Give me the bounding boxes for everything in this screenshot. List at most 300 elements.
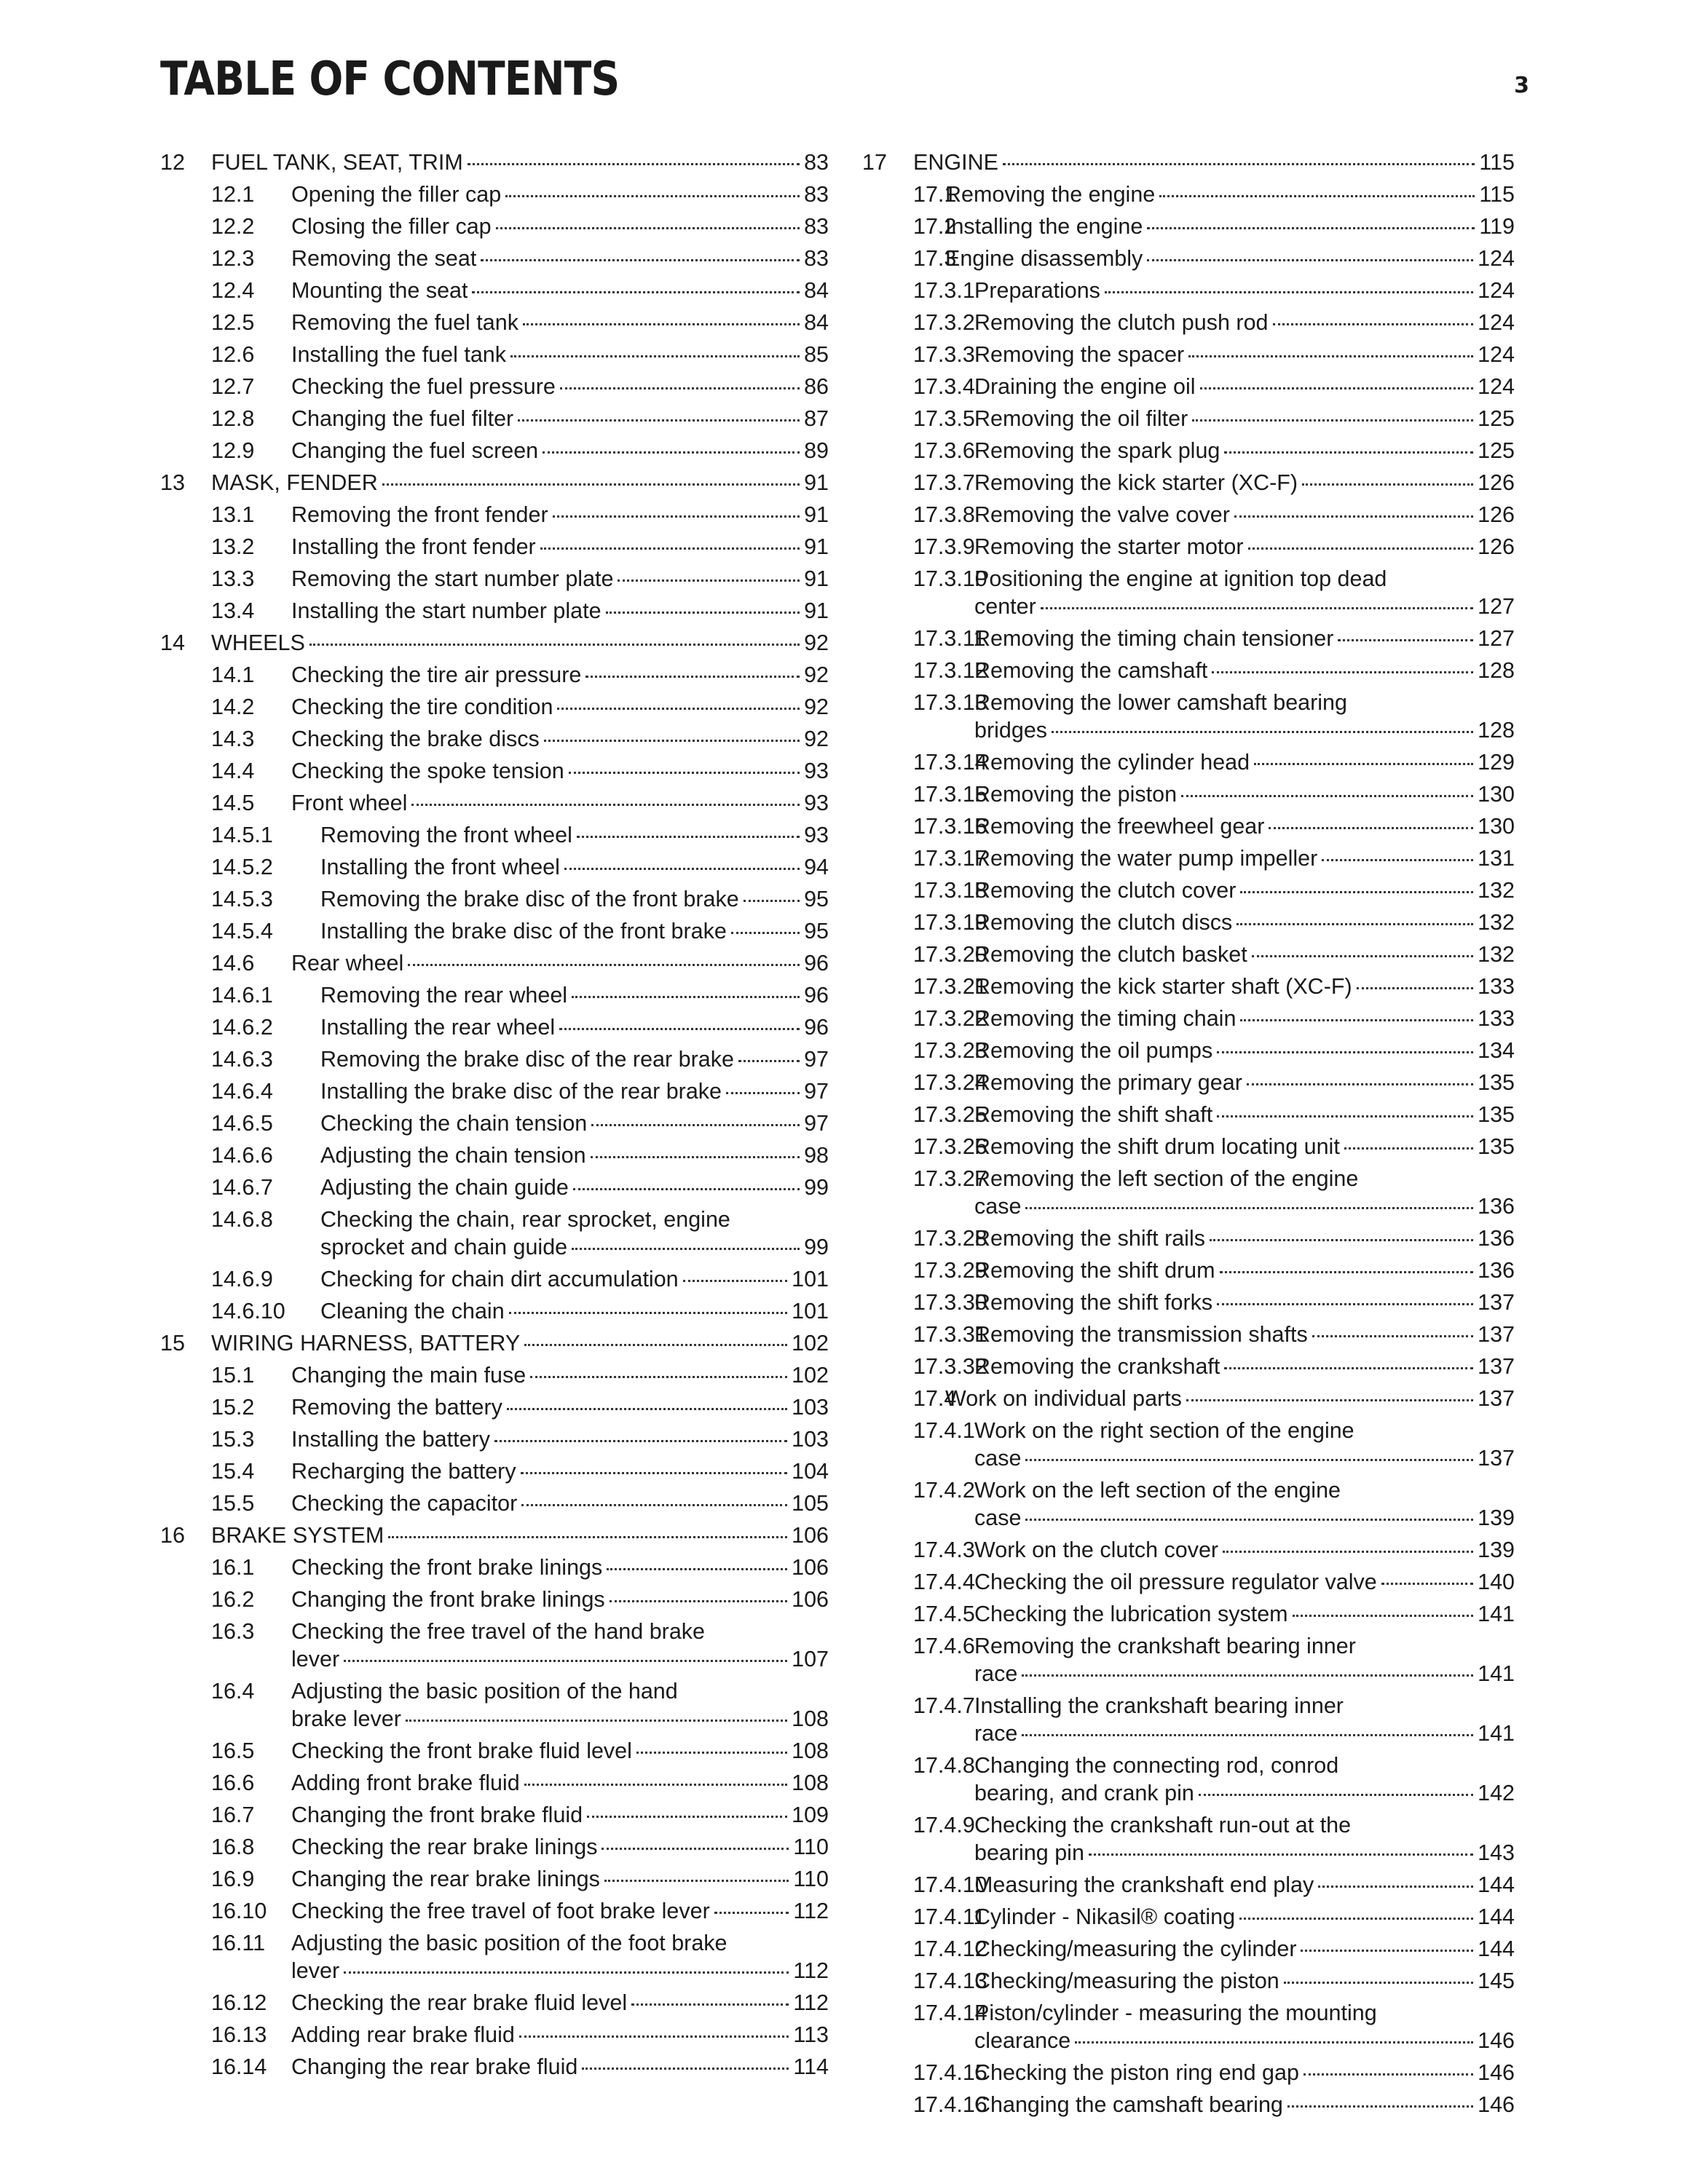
toc-entry[interactable]	[862, 1632, 1515, 1692]
toc-entry-number: 17.3.19	[913, 910, 987, 935]
toc-leader-line	[974, 277, 1515, 304]
toc-entry-page: 86	[804, 374, 829, 399]
toc-entry[interactable]	[160, 1206, 829, 1265]
toc-entry-title: Removing the oil pumps	[974, 1038, 1213, 1063]
toc-entry-body	[974, 657, 1515, 684]
toc-entry-title: Removing the shift rails	[974, 1226, 1205, 1251]
toc-entry[interactable]	[160, 533, 829, 565]
toc-entry-number: 12.1	[211, 182, 255, 207]
toc-entry-title: Removing the timing chain tensioner	[974, 626, 1334, 651]
toc-entry[interactable]	[160, 1174, 829, 1206]
toc-entry-title: Removing the primary gear	[974, 1070, 1242, 1095]
dot-leader	[519, 2035, 789, 2038]
toc-entry[interactable]	[160, 213, 829, 245]
toc-entry-number: 17.4.15	[913, 2060, 987, 2085]
toc-entry-number: 13.1	[211, 502, 255, 527]
toc-leader-line	[974, 1720, 1515, 1747]
toc-entry-page: 96	[804, 951, 829, 976]
toc-entry[interactable]	[862, 844, 1515, 877]
toc-entry-page: 139	[1478, 1538, 1515, 1562]
toc-entry-page: 131	[1478, 846, 1515, 871]
toc-entry-page: 93	[804, 823, 829, 847]
toc-entry[interactable]	[160, 309, 829, 341]
toc-entry[interactable]	[862, 1752, 1515, 1811]
toc-entry[interactable]	[160, 1393, 829, 1425]
toc-entry[interactable]	[862, 2091, 1515, 2123]
toc-entry[interactable]	[160, 1109, 829, 1142]
toc-entry[interactable]	[862, 1069, 1515, 1101]
toc-entry-number: 16.4	[211, 1679, 255, 1704]
toc-entry-title: Checking the chain, rear sprocket, engine	[320, 1207, 730, 1232]
toc-entry[interactable]	[160, 1361, 829, 1393]
toc-entry-number: 12.4	[211, 278, 255, 303]
toc-leader-line	[320, 821, 829, 849]
toc-entry-number: 17.4.12	[913, 1936, 987, 1961]
toc-entry-title: Changing the fuel screen	[291, 438, 539, 463]
toc-entry[interactable]	[160, 1737, 829, 1769]
toc-leader-line	[291, 1586, 829, 1613]
toc-entry-title: Installing the engine	[945, 214, 1143, 239]
toc-leader-line	[320, 1265, 829, 1293]
toc-entry[interactable]	[160, 949, 829, 981]
toc-entry-page: 132	[1478, 910, 1515, 935]
toc-entry-page: 92	[804, 662, 829, 687]
toc-entry-body	[974, 1417, 1515, 1472]
toc-entry[interactable]	[862, 245, 1515, 277]
toc-leader-line	[320, 981, 829, 1009]
toc-entry-body	[974, 1069, 1515, 1096]
dot-leader	[1075, 2041, 1473, 2043]
toc-entry[interactable]	[160, 853, 829, 885]
toc-entry-page: 109	[792, 1803, 829, 1827]
toc-entry-page: 125	[1478, 406, 1515, 431]
toc-entry-title: Removing the lower camshaft bearing	[974, 690, 1347, 715]
toc-entry[interactable]	[160, 341, 829, 373]
toc-entry-body	[320, 853, 829, 881]
toc-column-left	[160, 149, 829, 2085]
toc-entry-body	[291, 1489, 829, 1517]
toc-entry[interactable]	[862, 941, 1515, 973]
toc-entry[interactable]	[862, 1037, 1515, 1069]
toc-entry-page: 112	[793, 1899, 829, 1923]
toc-entry[interactable]	[862, 1101, 1515, 1133]
toc-entry-number: 17.3.18	[913, 878, 987, 903]
toc-leader-line	[974, 437, 1515, 464]
toc-entry-page: 146	[1478, 2092, 1515, 2117]
toc-leader-line	[974, 1600, 1515, 1628]
dot-leader	[610, 1600, 787, 1602]
toc-entry-page: 144	[1478, 1936, 1515, 1961]
toc-entry-number: 16.2	[211, 1587, 255, 1612]
toc-entry[interactable]	[862, 1967, 1515, 1999]
toc-entry-body	[291, 1865, 829, 1893]
toc-entry[interactable]	[862, 1476, 1515, 1536]
toc-entry[interactable]	[160, 757, 829, 789]
toc-leader-line	[974, 844, 1515, 872]
toc-entry-page: 113	[793, 2022, 829, 2047]
toc-entry[interactable]	[862, 1417, 1515, 1476]
dot-leader	[714, 1912, 789, 1914]
toc-entry-body	[211, 1522, 829, 1549]
toc-entry[interactable]	[160, 1554, 829, 1586]
toc-entry[interactable]	[862, 1536, 1515, 1568]
toc-entry[interactable]	[160, 1677, 829, 1737]
toc-entry[interactable]	[160, 885, 829, 917]
dot-leader	[540, 547, 800, 550]
toc-entry[interactable]	[862, 1811, 1515, 1871]
toc-entry-title: Adding rear brake fluid	[291, 2022, 515, 2047]
toc-entry-page: 91	[804, 566, 829, 591]
toc-entry-body	[974, 1289, 1515, 1316]
toc-entry-title: Removing the spacer	[974, 342, 1185, 367]
toc-entry-body	[291, 341, 829, 368]
toc-entry[interactable]	[862, 469, 1515, 501]
toc-leader-line	[974, 1133, 1515, 1160]
dot-leader	[518, 419, 800, 422]
toc-entry[interactable]	[160, 1297, 829, 1329]
toc-leader-line	[291, 1865, 829, 1893]
toc-entry-page: 89	[804, 438, 829, 463]
toc-entry-body	[320, 1045, 829, 1073]
toc-entry-page: 124	[1478, 310, 1515, 335]
toc-entry-page: 137	[1478, 1290, 1515, 1315]
toc-entry-page: 146	[1478, 2028, 1515, 2053]
toc-entry[interactable]	[160, 1077, 829, 1109]
toc-entry-number: 17.4.10	[913, 1872, 987, 1897]
toc-entry[interactable]	[862, 812, 1515, 844]
toc-entry-number: 12.3	[211, 246, 255, 271]
toc-entry-title: Work on the left section of the engine	[974, 1478, 1341, 1503]
toc-entry-page: 83	[804, 214, 829, 239]
toc-entry-page: 124	[1478, 374, 1515, 399]
toc-leader-line	[974, 1257, 1515, 1284]
toc-entry[interactable]	[160, 565, 829, 597]
toc-entry-page: 114	[793, 2054, 829, 2079]
toc-entry-number: 17.4.9	[913, 1813, 975, 1837]
dot-leader	[382, 483, 800, 486]
toc-entry[interactable]	[862, 748, 1515, 780]
toc-entry-title: Installing the rear wheel	[320, 1015, 556, 1040]
toc-entry[interactable]	[862, 1385, 1515, 1417]
toc-entry-page: 98	[804, 1143, 829, 1168]
toc-entry-title: Adjusting the chain guide	[320, 1175, 569, 1200]
toc-entry-title-continued: center	[974, 594, 1036, 619]
dot-leader	[1224, 451, 1473, 454]
toc-entry-body	[291, 1425, 829, 1453]
toc-entry[interactable]	[862, 689, 1515, 748]
toc-entry-body	[320, 1142, 829, 1169]
toc-entry-title: Removing the crankshaft	[974, 1354, 1220, 1379]
dot-leader	[1287, 2105, 1473, 2108]
toc-entry[interactable]	[862, 1903, 1515, 1935]
toc-entry-body	[320, 1174, 829, 1201]
toc-entry-title: Removing the seat	[291, 246, 477, 271]
toc-entry-title: Removing the water pump impeller	[974, 846, 1318, 871]
toc-entry-body	[974, 2059, 1515, 2086]
toc-entry[interactable]	[160, 181, 829, 213]
toc-entry-page: 126	[1478, 502, 1515, 527]
toc-entry-number: 15.4	[211, 1459, 255, 1484]
toc-entry[interactable]	[862, 405, 1515, 437]
toc-entry[interactable]	[862, 1692, 1515, 1752]
dot-leader	[1254, 763, 1473, 765]
toc-entry-title-continued: clearance	[974, 2028, 1071, 2053]
dot-leader	[572, 996, 800, 998]
toc-entry-number: 12.6	[211, 342, 255, 367]
toc-entry[interactable]	[160, 405, 829, 437]
toc-entry-body	[974, 812, 1515, 840]
dot-leader	[1025, 1459, 1473, 1461]
dot-leader	[1089, 1853, 1473, 1856]
toc-entry[interactable]	[862, 501, 1515, 533]
toc-entry[interactable]	[160, 693, 829, 725]
toc-entry[interactable]	[862, 2059, 1515, 2091]
dot-leader	[344, 1660, 787, 1662]
toc-entry-title: Removing the rear wheel	[320, 983, 568, 1008]
toc-entry-title: Removing the kick starter (XC-F)	[974, 470, 1298, 495]
toc-entry[interactable]	[862, 909, 1515, 941]
toc-leader-line	[974, 812, 1515, 840]
toc-entry-number: 14.2	[211, 695, 255, 719]
toc-entry-body	[320, 1206, 829, 1261]
toc-entry[interactable]	[160, 1522, 829, 1554]
toc-entry-number: 14.6	[211, 951, 255, 976]
toc-entry[interactable]	[160, 597, 829, 629]
toc-leader-line	[974, 941, 1515, 968]
toc-entry-number: 13	[160, 470, 185, 495]
toc-entry[interactable]	[160, 469, 829, 501]
toc-entry-number: 17.3.23	[913, 1038, 987, 1063]
dot-leader	[553, 515, 800, 518]
toc-entry-number: 14.6.5	[211, 1111, 273, 1136]
toc-entry-body	[974, 1005, 1515, 1032]
toc-entry-body	[974, 844, 1515, 872]
toc-entry-body	[974, 1903, 1515, 1931]
toc-entry-number: 17.4.3	[913, 1538, 975, 1562]
toc-entry[interactable]	[862, 181, 1515, 213]
toc-entry-title: Installing the front wheel	[320, 855, 560, 879]
toc-entry[interactable]	[160, 2021, 829, 2053]
toc-entry[interactable]	[862, 1165, 1515, 1224]
dot-leader	[388, 1536, 787, 1538]
toc-leader-line	[291, 437, 829, 464]
dot-leader	[496, 227, 800, 229]
toc-entry-number: 17.4.2	[913, 1478, 975, 1503]
toc-entry[interactable]	[160, 437, 829, 469]
toc-entry[interactable]	[862, 1133, 1515, 1165]
toc-leader-line	[974, 716, 1515, 744]
toc-entry[interactable]	[862, 533, 1515, 565]
toc-entry-page: 108	[792, 1706, 829, 1731]
toc-entry[interactable]	[160, 373, 829, 405]
toc-entry[interactable]	[160, 501, 829, 533]
toc-entry[interactable]	[160, 917, 829, 949]
toc-entry[interactable]	[160, 1142, 829, 1174]
toc-entry-number: 16.6	[211, 1770, 255, 1795]
toc-entry-title: Removing the fuel tank	[291, 310, 518, 335]
toc-entry-number: 17.3.26	[913, 1134, 987, 1159]
toc-entry-title: Checking the tire condition	[291, 695, 553, 719]
toc-entry[interactable]	[862, 373, 1515, 405]
toc-entry[interactable]	[160, 1833, 829, 1865]
toc-leader-line	[211, 149, 829, 176]
toc-entry[interactable]	[160, 1897, 829, 1929]
toc-entry-body	[211, 1329, 829, 1357]
toc-leader-line	[974, 593, 1515, 620]
toc-entry[interactable]	[862, 565, 1515, 625]
toc-entry-body	[974, 1811, 1515, 1867]
toc-entry[interactable]	[160, 2053, 829, 2085]
toc-entry[interactable]	[160, 149, 829, 181]
toc-entry-body	[974, 1224, 1515, 1252]
toc-entry-title: Removing the oil filter	[974, 406, 1188, 431]
toc-entry[interactable]	[862, 1999, 1515, 2059]
toc-entry-title-continued: lever	[291, 1958, 340, 1983]
toc-entry[interactable]	[862, 657, 1515, 689]
toc-leader-line	[320, 1077, 829, 1105]
toc-entry-page: 144	[1478, 1904, 1515, 1929]
toc-entry[interactable]	[160, 1329, 829, 1361]
toc-entry-body	[974, 877, 1515, 904]
dot-leader	[559, 1028, 800, 1030]
toc-entry-number: 14.6.1	[211, 983, 273, 1008]
dot-leader	[683, 1280, 787, 1282]
toc-entry[interactable]	[862, 1224, 1515, 1257]
toc-entry-number: 17.3.3	[913, 342, 975, 367]
toc-entry[interactable]	[160, 1929, 829, 1989]
toc-entry[interactable]	[160, 277, 829, 309]
toc-entry[interactable]	[862, 1935, 1515, 1967]
toc-entry[interactable]	[160, 1013, 829, 1045]
toc-entry-number: 17.3.4	[913, 374, 975, 399]
toc-entry-page: 137	[1478, 1354, 1515, 1379]
toc-entry-body	[291, 693, 829, 721]
toc-entry-body	[291, 405, 829, 432]
toc-entry[interactable]	[160, 1457, 829, 1489]
toc-entry[interactable]	[862, 780, 1515, 812]
toc-entry[interactable]	[160, 1989, 829, 2021]
toc-entry-page: 124	[1478, 246, 1515, 271]
toc-entry[interactable]	[862, 1600, 1515, 1632]
toc-leader-line	[291, 245, 829, 272]
toc-entry[interactable]	[160, 789, 829, 821]
dot-leader	[1199, 1794, 1473, 1796]
dot-leader	[731, 932, 800, 934]
toc-entry-number: 17.3.22	[913, 1006, 987, 1031]
dot-leader	[1210, 1239, 1473, 1241]
toc-entry-page: 99	[804, 1235, 829, 1259]
toc-entry[interactable]	[862, 877, 1515, 909]
toc-entry[interactable]	[862, 1353, 1515, 1385]
toc-entry-body	[291, 2053, 829, 2081]
toc-leader-line	[291, 373, 829, 400]
toc-entry-body	[320, 917, 829, 945]
toc-entry[interactable]	[862, 1568, 1515, 1600]
toc-entry-number: 16.7	[211, 1803, 255, 1827]
toc-entry[interactable]	[160, 245, 829, 277]
toc-entry-body	[974, 1568, 1515, 1596]
toc-entry-body	[291, 789, 829, 817]
toc-leader-line	[291, 1361, 829, 1389]
toc-leader-line	[291, 405, 829, 432]
toc-entry[interactable]	[862, 341, 1515, 373]
toc-entry[interactable]	[160, 1265, 829, 1297]
toc-entry-body	[974, 1999, 1515, 2054]
dot-leader	[1188, 355, 1473, 357]
toc-entry[interactable]	[160, 1489, 829, 1522]
toc-entry-page: 144	[1478, 1872, 1515, 1897]
toc-entry-title-continued: lever	[291, 1647, 340, 1671]
dot-leader	[1247, 1083, 1473, 1085]
toc-entry-number: 14.6.2	[211, 1015, 273, 1040]
toc-entry-body	[320, 1297, 829, 1325]
toc-leader-line	[974, 1779, 1515, 1807]
toc-entry-page: 134	[1478, 1038, 1515, 1063]
toc-entry[interactable]	[862, 625, 1515, 657]
toc-entry-body	[945, 245, 1515, 272]
toc-entry-body	[974, 1871, 1515, 1899]
toc-entry[interactable]	[862, 1289, 1515, 1321]
toc-entry[interactable]	[862, 277, 1515, 309]
toc-entry[interactable]	[862, 309, 1515, 341]
toc-leader-line	[974, 1005, 1515, 1032]
toc-entry-body	[945, 213, 1515, 240]
toc-entry[interactable]	[862, 1871, 1515, 1903]
toc-entry[interactable]	[160, 725, 829, 757]
toc-entry[interactable]	[160, 629, 829, 661]
toc-entry[interactable]	[160, 1045, 829, 1077]
toc-entry-title: Removing the front wheel	[320, 823, 572, 847]
toc-entry[interactable]	[160, 981, 829, 1013]
toc-entry-body	[945, 181, 1515, 208]
toc-entry[interactable]	[160, 1425, 829, 1457]
toc-entry-number: 17.4.14	[913, 2001, 987, 2025]
toc-entry[interactable]	[862, 437, 1515, 469]
toc-entry-body	[974, 1600, 1515, 1628]
toc-entry[interactable]	[862, 973, 1515, 1005]
toc-entry[interactable]	[160, 821, 829, 853]
toc-leader-line	[974, 1353, 1515, 1380]
toc-entry-number: 17.3.7	[913, 470, 975, 495]
dot-leader	[607, 1568, 787, 1570]
toc-entry[interactable]	[862, 213, 1515, 245]
dot-leader	[1022, 1674, 1473, 1677]
toc-entry-title: Checking the crankshaft run-out at the	[974, 1813, 1352, 1837]
toc-entry[interactable]	[160, 1586, 829, 1618]
toc-entry[interactable]	[862, 149, 1515, 181]
toc-entry[interactable]	[160, 1801, 829, 1833]
toc-entry-title: Removing the engine	[945, 182, 1156, 207]
toc-entry-page: 139	[1478, 1506, 1515, 1530]
toc-entry[interactable]	[160, 661, 829, 693]
toc-entry[interactable]	[160, 1769, 829, 1801]
toc-leader-line	[320, 917, 829, 945]
toc-entry-body	[974, 1692, 1515, 1747]
toc-entry-page: 112	[793, 1958, 829, 1983]
dot-leader	[544, 740, 800, 742]
toc-entry-title: Changing the rear brake linings	[291, 1867, 600, 1891]
toc-leader-line	[291, 757, 829, 785]
toc-entry[interactable]	[160, 1618, 829, 1677]
toc-entry[interactable]	[862, 1257, 1515, 1289]
dot-leader	[1284, 1982, 1473, 1984]
toc-entry-page: 83	[804, 182, 829, 207]
toc-entry[interactable]	[862, 1005, 1515, 1037]
toc-entry[interactable]	[160, 1865, 829, 1897]
toc-entry[interactable]	[862, 1321, 1515, 1353]
toc-entry-body	[974, 1476, 1515, 1532]
toc-leader-line	[945, 245, 1515, 272]
